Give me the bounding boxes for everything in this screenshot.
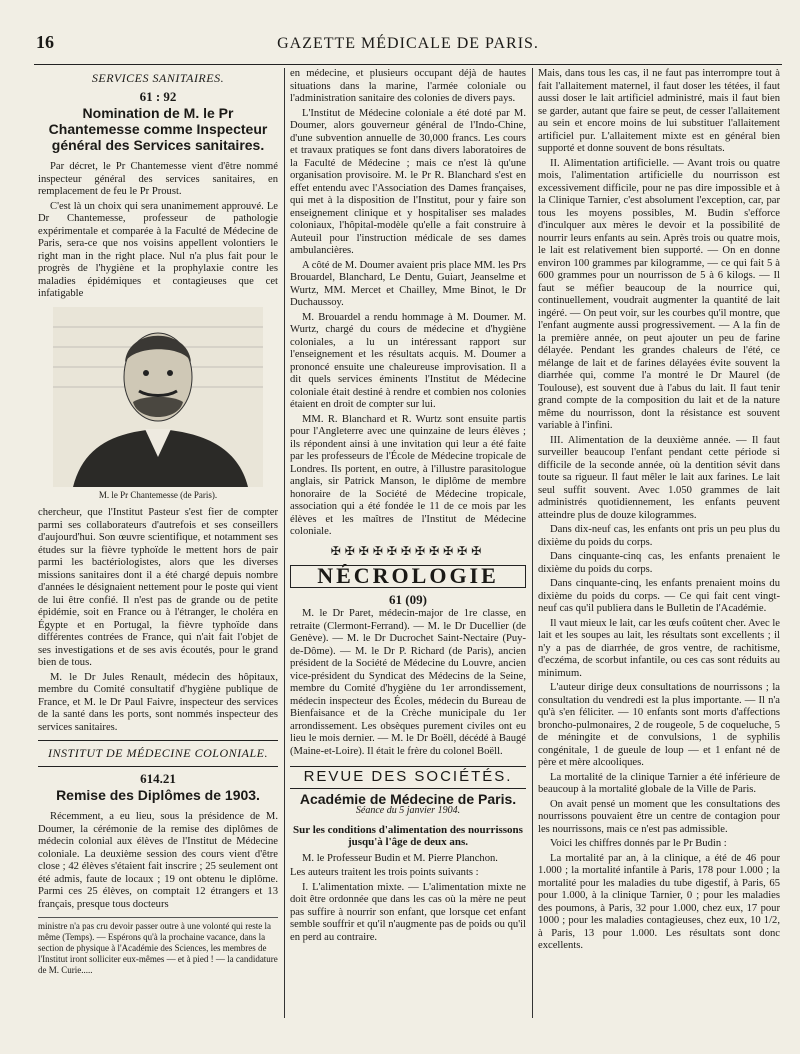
- article-title: Remise des Diplômes de 1903.: [56, 787, 260, 803]
- paragraph: Les auteurs traitent les trois points suivants :: [290, 867, 479, 878]
- portrait-caption: M. le Pr Chantemesse (de Paris).: [98, 489, 218, 500]
- paragraph: Par décret, le Pr Chantemesse vient d'être nommé inspecteur général des services sanitaires, en remplacement de feu le Pr Proust.: [38, 161, 278, 197]
- ornament-row: ✠✠✠✠✠✠✠✠✠✠✠: [330, 543, 486, 558]
- paragraph: Dans cinquante-cinq cas, les enfants prenaient le dixième du poids du corps.: [538, 551, 780, 575]
- section-heading: SERVICES SANITAIRES.: [91, 71, 225, 85]
- paragraph: La mortalité de la clinique Tarnier a été inférieure de beaucoup à la mortalité globale de la Ville de Paris.: [538, 771, 780, 795]
- paragraph: M. le Dr Jules Renault, médecin des hôpitaux, membre du Comité consultatif d'hygiène publique de France, et M. le Dr Paul Faivre, inspecteur des services de la santé dans les ports, sont nommés inspecteur des services sanitaires.: [38, 671, 278, 733]
- session-date: Séance du 5 janvier 1904.: [355, 805, 461, 816]
- academy-title: Académie de Médecine de Paris.: [299, 790, 517, 807]
- paragraph: en médecine, et plusieurs occupant déjà de hautes situations dans la marine, l'armée coloniale ou l'administration sanitaire des colonies de divers pays.: [290, 68, 526, 104]
- paragraph: M. le Dr Paret, médecin-major de 1re classe, en retraite (Clermont-Ferrand). — M. le Dr Ducellier (de Genève). — M. le Dr Ducrochet Saint-Nectaire (Puy-de-Dôme). — M. le Dr P. Richard (de Paris), ancien président de la Société de Médecine du Louvre, ancien vice-président du Syndicat des Médecins de la Seine, membre du Comité d'hygiène du 1er arrondissement, médecin inspecteur des Écoles, médecin du Bureau de Bienfaisance et de la Crèche municipale du 1er arrondissement. Les obsèques purement civiles ont eu lieu le mois dernier. — M. le Dr Boëll, décédé à Baugé (Maine-et-Loire). Il était le frère du colonel Boëll.: [290, 608, 526, 757]
- paragraph: III. Alimentation de la deuxième année. — Il faut surveiller beaucoup l'enfant pendant cette période si difficile de la seconde année, où la dentition sévit dans toute sa rigueur. Il faut mêler le lait aux farines. Le lait seul suffit souvent. Avec 1.050 grammes de lait administrés quotidiennement, les enfants peuvent atteindre plus de douze kilogrammes.: [538, 434, 780, 521]
- article-number: 61 : 92: [139, 88, 177, 104]
- paragraph: On avait pensé un moment que les consultations des nourrissons pouvaient être un centre de contagion pour les nourrissons, mais ce n'est pas admissible.: [538, 798, 780, 835]
- paragraph: Récemment, a eu lieu, sous la présidence de M. Doumer, la cérémonie de la remise des diplômes de médecin colonial aux élèves de l'Institut de Médecine coloniale. La deuxième session des cours vient d'être close ; 42 élèves s'étaient fait inscrire ; 25 seulement ont été admis, faute de locaux ; 19 ont obtenu le diplôme. Parmi ces 25 élèves, on comptait 12 étrangers et 13 français, presque tous docteurs: [38, 811, 278, 910]
- article-number: 61 (09): [389, 591, 427, 607]
- paragraph: I. L'alimentation mixte. — L'alimentation mixte ne doit être ordonnée que dans les cas où la mère ne peut pas suffire à nourrir son enfant, que lorsque cet enfant semble souffrir et qu'il n'augmente pas de poids ou qu'il en perd au contraire.: [290, 881, 526, 943]
- page-number: 16: [36, 32, 54, 52]
- section-heading: INSTITUT DE MÉDECINE COLONIALE.: [48, 746, 268, 760]
- paragraph: L'Institut de Médecine coloniale a été doté par M. Doumer, alors gouverneur général de l'Indo-Chine, d'une subvention annuelle de 30,000 francs. Les cours et travaux pratiques se font dans divers laboratoires de la Faculté de Médecine ; mais ce n'est là qu'une organisation provisoire. M. le Pr R. Blanchard s'est en effet entendu avec l'Association des Dames françaises, qui met à la disposition de l'Institut, pour y faire son enseignement clinique et y hospitaliser ses malades coloniaux, l'hôpital-modèle qu'elle a fait construire à Auteuil pour l'instruction médicale de ses dames ambulancières.: [290, 107, 526, 256]
- necrology-banner: NÉCROLOGIE: [290, 565, 526, 588]
- footnote: ministre n'a pas cru devoir passer outre à une volonté qui reste la même (Temps). — Espérons qu'à la prochaine vacance, dans la section de physique à l'Académie des Sciences, les membres de l'Institut iront solliciter eux-mêmes — et à pied ! — la candidature de M. Curie.....: [38, 917, 278, 976]
- column-2: [290, 68, 526, 946]
- divider: [38, 766, 278, 767]
- paragraph: M. Brouardel a rendu hommage à M. Doumer. M. Wurtz, chargé du cours de médecine et d'hygiène coloniales, a lu un intéressant rapport sur l'enseignement et les résultats acquis. M. Doumer a prononcé ensuite une chaleureuse improvisation. Il a dit quels services éminents l'Institut de Médecine coloniale était destiné à rendre et combien nos colonies étaient en droit de compter sur lui.: [290, 311, 526, 410]
- paragraph: C'est là un choix qui sera unanimement approuvé. Le Dr Chantemesse, professeur de pathologie expérimentale et comparée à la Faculté de Médecine de Paris, sera-ce que nos voisins appellent volontiers le right man in the right place. Nul n'a plus fait pour le progrès de l'hygiène et la prophylaxie contre les maladies épidémiques et contagieuses que cet infatigable: [38, 200, 278, 299]
- paragraph: A côté de M. Doumer avaient pris place MM. les Prs Brouardel, Blanchard, Le Dentu, Guiart, Jeanselme et Wurtz, MM. Mercet et Chailley, Mme Binot, le Dr Duchaussoy.: [290, 259, 526, 308]
- page-header: [34, 34, 782, 65]
- paragraph: Voici les chiffres donnés par le Pr Budin :: [550, 838, 727, 849]
- paragraph: MM. R. Blanchard et R. Wurtz sont ensuite partis pour l'Angleterre avec une quinzaine de leurs élèves ; ils répondent ainsi à une invitation qui leur a été faite par les professeurs de l'École de Médecine tropicale de Londres. Ils portent, en outre, à l'illustre parasitologue anglais, sir Patrick Manson, le diplôme de membre honoraire de la Société de Médecine tropicale, association qui a été fondée le 11 de ce mois par les élèves et les maîtres de l'Institut de Médecine coloniale.: [290, 413, 526, 537]
- paragraph: Dans dix-neuf cas, les enfants ont pris un peu plus du dixième du poids du corps.: [538, 524, 780, 548]
- divider: [38, 740, 278, 741]
- journal-title: GAZETTE MÉDICALE DE PARIS.: [277, 35, 539, 52]
- paragraph: Mais, dans tous les cas, il ne faut pas interrompre tout à fait l'allaitement maternel, il faut doser les tétées, il faut aussi doser le lait artificiel administré, mais il faut bien se garder, autant que faire se peut, de cesser l'allaitement au sein et encore moins de lui substituer l'allaitement artificiel pur. L'allaitement mixte est en général bien supporté et donne souvent de bons résultats.: [538, 68, 780, 154]
- portrait-engraving: [53, 307, 263, 487]
- authors-line: M. le Professeur Budin et M. Pierre Planchon.: [302, 852, 498, 864]
- column-rule: [284, 68, 285, 1018]
- column-3: [538, 68, 780, 955]
- paragraph: La mortalité par an, à la clinique, a été de 46 pour 1.000 ; la mortalité infantile à Paris, 178 pour 1.000 ; la mortalité pour les maladies du tube digestif, à Paris, 65 pour 1.000, à la clinique Tarnier, 0 ; pour les maladies des poumons, à Paris, 32 pour 1.000, chez eux, 17 pour 1000 ; pour les maladies contagieuses, chez eux, 10 1/2, à Paris, 13 pour 1.000. Les résultats sont donc excellents.: [538, 852, 780, 951]
- paragraph: Il vaut mieux le lait, car les œufs coûtent cher. Avec le lait et les soupes au lait, les résultats sont excellents ; il n'y a pas de diarrhée, de gros ventre, de rachitisme, d'eczéma, de scorbut infantile, ou ces cas sont réduits au minimum.: [538, 617, 780, 679]
- article-subtitle: Sur les conditions d'alimentation des nourrissons jusqu'à l'âge de deux ans.: [293, 823, 523, 848]
- societies-banner: REVUE DES SOCIÉTÉS.: [290, 766, 526, 789]
- column-1: [38, 68, 278, 976]
- paragraph: Dans cinquante-cinq, les enfants prenaient moins du dixième du poids du corps. — Ce qui fait cent vingt-neuf cas qu'il publiera dans le Bulletin de l'Académie.: [538, 578, 780, 614]
- paragraph: L'auteur dirige deux consultations de nourrissons ; la consultation du vendredi est la plus importante. — Il n'a qu'à s'en féliciter. — 10 enfants sont morts d'affections broncho-pulmonaires, 2 de rougeole, 5 de coqueluche, 5 de méningite et de convulsions, 1 de syphilis congénitale, 1 de gueule de loup — et 1 enfant né de père et mère alcooliques.: [538, 682, 780, 768]
- paragraph: II. Alimentation artificielle. — Avant trois ou quatre mois, l'alimentation artificielle du nourrisson est excessivement difficile, pour ne pas dire impossible et à la Clinique Tarnier, c'est absolument l'exception, car, par tous les moyens possibles, M. Budin s'efforce d'inculquer aux mères le devoir et la possibilité de nourrir leurs enfants au sein. Après trois ou quatre mois, le lait est relativement bien supporté. — On en donne environ 100 grammes par kilogramme, — ce qui fait 5 à 600 grammes pour un nourrisson de 5 à 6 kilogs. — Il faut se méfier beaucoup de la nourrice qui, continuellement, voudrait augmenter la quantité de lait ingéré. — On peut voir, sur les courbes qu'il montre, que l'enfant augmente aussi progressivement. — A la fin de la première année, on peut ajouter un peu de farine délayée. Pendant les grandes chaleurs de l'été, ce mélange de lait et de farines délayées évite souvent la diarrhée qui, comme l'a montré le Dr Maurel (de Toulouse), est souvent due à l'abus du lait. Il faut tenir grand compte de la composition du lait et de la nature même du nourrisson, dont la résistance est souvent variable à l'infini.: [538, 157, 780, 431]
- column-rule: [532, 68, 533, 1018]
- article-title: Nomination de M. le Pr Chantemesse comme Inspecteur général des Services sanitaires.: [48, 105, 268, 153]
- article-number: 614.21: [140, 770, 176, 786]
- paragraph: chercheur, que l'Institut Pasteur s'est fier de compter parmi ses collaborateurs d'autrefois et ses conseillers d'aujourd'hui. Son œuvre scientifique, et notamment ses études sur la fièvre typhoïde le mettent hors de pair parmi les bactériologistes, alors que les diverses missions sanitaires dont il a été chargé depuis nombre d'années le désignaient nettement pour le poste qui vient de lui être confié. Il n'est pas de grande ou de petite épidémie, soit en France ou à l'étranger, le choléra en Égypte et en Portugal, la fièvre typhoïde dans différentes contrées de France, qui n'ait fait l'objet de ses investigations et de ses avis écoutés, pour le grand bien de tous.: [38, 507, 278, 668]
